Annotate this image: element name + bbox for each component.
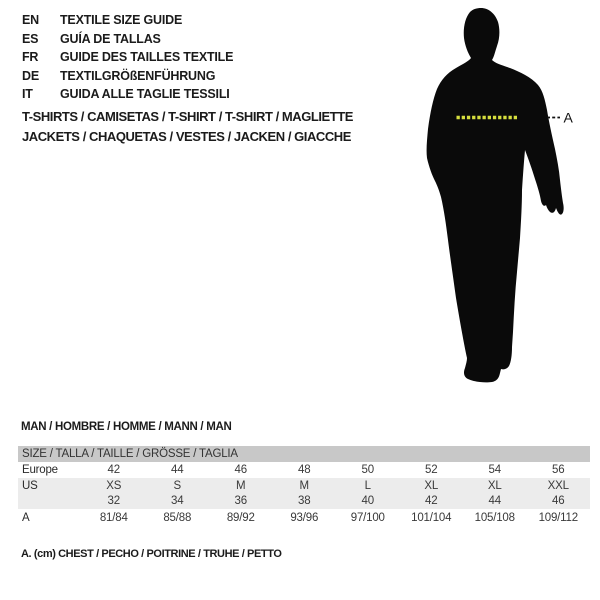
title-row-fr <box>22 48 233 67</box>
measurement-footnote: A. (cm) CHEST / PECHO / POITRINE / TRUHE / PETTO <box>21 548 282 560</box>
title-text: GUIDA ALLE TAGLIE TESSILI <box>60 87 230 102</box>
size-cell: XL <box>463 478 527 493</box>
size-cell: 36 <box>209 493 273 509</box>
size-cell: 32 <box>82 493 146 509</box>
table-row-us <box>18 478 590 493</box>
title-text: GUÍA DE TALLAS <box>60 31 161 46</box>
size-cell: 105/108 <box>474 512 515 524</box>
category-line-tshirts: T-SHIRTS / CAMISETAS / T-SHIRT / T-SHIRT / MAGLIETTE <box>22 109 353 124</box>
size-cell: XXL <box>527 478 591 493</box>
row-label: US <box>18 478 82 493</box>
size-cell: L <box>336 478 400 493</box>
table-header-label: SIZE / TALLA / TAILLE / GRÖSSE / TAGLIA <box>18 446 590 462</box>
table-row-us-numeric <box>18 493 590 509</box>
lang-code: FR <box>22 50 39 65</box>
category-line-jackets: JACKETS / CHAQUETAS / VESTES / JACKEN / GIACCHE <box>22 128 351 144</box>
man-silhouette-figure <box>400 0 600 410</box>
man-silhouette-svg <box>400 0 600 410</box>
table-row-chest-cm <box>18 509 590 527</box>
size-cell: S <box>146 478 210 493</box>
size-cell: XL <box>400 478 464 493</box>
title-text: TEXTILGRÖßENFÜHRUNG <box>60 68 216 83</box>
language-title-block <box>22 11 233 104</box>
title-text: GUIDE DES TAILLES TEXTILE <box>60 50 234 65</box>
man-silhouette <box>427 8 564 382</box>
size-cell: 48 <box>298 464 311 476</box>
size-cell: 52 <box>425 464 438 476</box>
size-cell: 46 <box>527 493 591 509</box>
lang-code: DE <box>22 68 39 83</box>
size-cell: 93/96 <box>290 512 319 524</box>
title-row-en <box>22 11 233 30</box>
size-cell: 56 <box>552 464 565 476</box>
row-label: A <box>22 512 30 524</box>
table-header-row <box>18 446 590 462</box>
size-cell: 50 <box>361 464 374 476</box>
measure-label-a: A <box>563 109 573 126</box>
size-cell: 97/100 <box>350 512 385 524</box>
row-label: Europe <box>22 464 58 476</box>
size-cell: 38 <box>273 493 337 509</box>
lang-code: IT <box>22 87 33 102</box>
size-cell: 44 <box>171 464 184 476</box>
size-table <box>18 446 590 527</box>
garment-category-block <box>22 107 353 146</box>
table-row-europe <box>18 462 590 478</box>
size-cell: 42 <box>400 493 464 509</box>
size-cell: 81/84 <box>99 512 128 524</box>
title-text: TEXTILE SIZE GUIDE <box>60 13 183 28</box>
size-cell: 85/88 <box>163 512 192 524</box>
size-cell: M <box>273 478 337 493</box>
lang-code: ES <box>22 31 39 46</box>
size-cell: 46 <box>234 464 247 476</box>
size-cell: 89/92 <box>226 512 255 524</box>
size-cell: 109/112 <box>538 512 578 524</box>
size-cell: 34 <box>146 493 210 509</box>
size-cell: 42 <box>107 464 120 476</box>
size-cell: 40 <box>336 493 400 509</box>
row-label <box>18 493 82 509</box>
lang-code: EN <box>22 13 39 28</box>
title-row-de <box>22 67 233 86</box>
size-cell: 54 <box>488 464 501 476</box>
section-title-man: MAN / HOMBRE / HOMME / MANN / MAN <box>21 421 232 433</box>
size-cell: XS <box>82 478 146 493</box>
title-row-it <box>22 85 233 104</box>
size-cell: 101/104 <box>411 512 452 524</box>
title-row-es <box>22 30 233 49</box>
size-cell: 44 <box>463 493 527 509</box>
size-cell: M <box>209 478 273 493</box>
